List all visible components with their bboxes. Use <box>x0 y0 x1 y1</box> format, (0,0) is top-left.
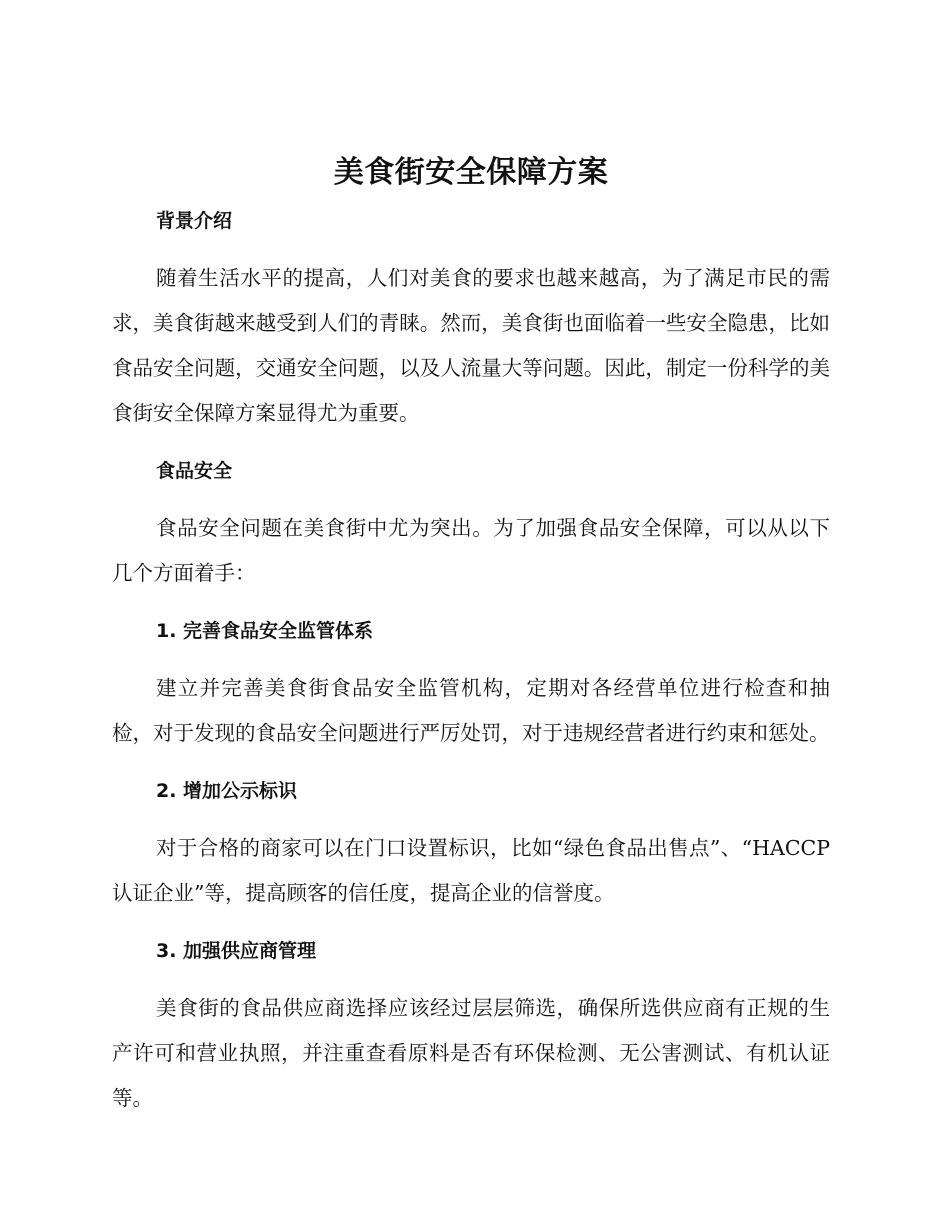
section-paragraph-background: 随着生活水平的提高，人们对美食的要求也越来越高，为了满足市民的需求，美食街越来越受到人们的青睐。然而，美食街也面临着一些安全隐患，比如食品安全问题，交通安全问题，以及人流量大等问题。因此，制定一份科学的美食街安全保障方案显得尤为重要。 <box>112 266 830 425</box>
section-paragraph-item-3: 美食街的食品供应商选择应该经过层层筛选，确保所选供应商有正规的生产许可和营业执照，并注重查看原料是否有环保检测、无公害测试、有机认证等。 <box>112 996 830 1110</box>
section-heading-item-3: 3. 加强供应商管理 <box>156 940 317 962</box>
section-paragraph-item-1: 建立并完善美食街食品安全监管机构，定期对各经营单位进行检查和抽检，对于发现的食品安全问题进行严厉处罚，对于违规经营者进行约束和惩处。 <box>112 676 830 745</box>
section-paragraph-food-safety: 食品安全问题在美食街中尤为突出。为了加强食品安全保障，可以从以下几个方面着手： <box>112 516 830 585</box>
section-heading-background: 背景介绍 <box>156 210 233 232</box>
section-heading-item-2: 2. 增加公示标识 <box>156 780 298 802</box>
page-title: 美食街安全保障方案 <box>333 155 609 190</box>
section-paragraph-item-2: 对于合格的商家可以在门口设置标识，比如“绿色食品出售点”、“HACCP认证企业”等，提高顾客的信任度，提高企业的信誉度。 <box>112 836 830 905</box>
section-heading-food-safety: 食品安全 <box>156 460 233 482</box>
section-heading-item-1: 1. 完善食品安全监管体系 <box>156 620 374 642</box>
document-page <box>112 150 830 1121</box>
